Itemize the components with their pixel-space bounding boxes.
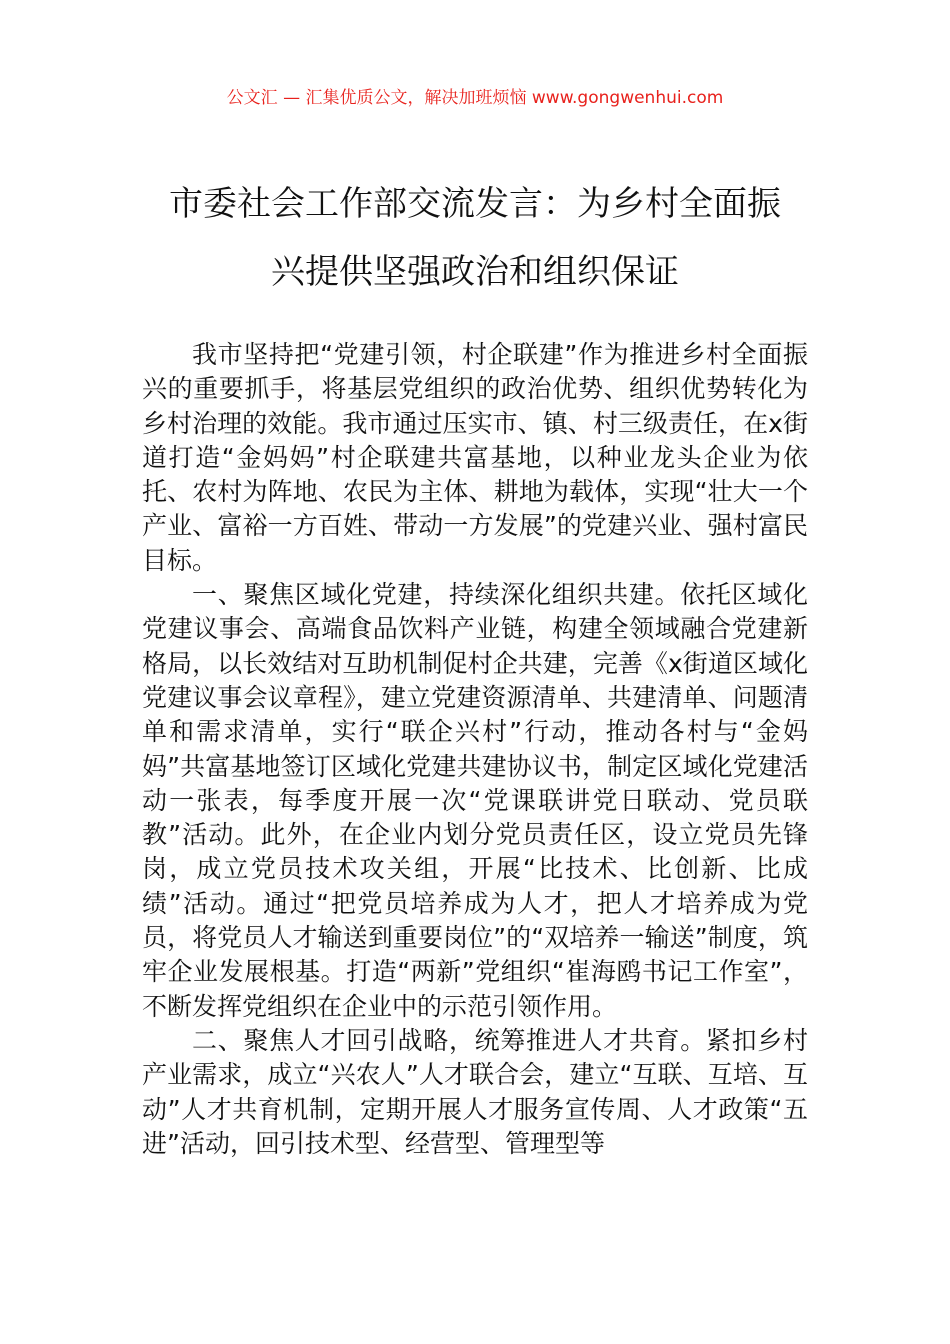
document-title [140, 170, 810, 306]
title-line-1: 市委社会工作部交流发言：为乡村全面振 [169, 184, 781, 224]
paragraph-section-1: 一、聚焦区域化党建，持续深化组织共建。依托区域化党建议事会、高端食品饮料产业链，构建全领域融合党建新格局，以长效结对互助机制促村企共建，完善《x街道区域化党建议事会议章程》，建立党建资源清单、共建清单、问题清单和需求清单，实行“联企兴村”行动，推动各村与“金妈妈”共富基地签订区域化党建共建协议书，制定区域化党建活动一张表，每季度开展一次“党课联讲党日联动、党员联教”活动。此外，在企业内划分党员责任区，设立党员先锋岗，成立党员技术攻关组，开展“比技术、比创新、比成绩”活动。通过“把党员培养成为人才，把人才培养成为党员，将党员人才输送到重要岗位”的“双培养一输送”制度，筑牢企业发展根基。打造“两新”党组织“崔海鸥书记工作室”，不断发挥党组织在企业中的示范引领作用。 [142, 580, 808, 1021]
title-line-2: 兴提供坚强政治和组织保证 [271, 252, 679, 292]
paragraph-intro: 我市坚持把“党建引领，村企联建”作为推进乡村全面振兴的重要抓手，将基层党组织的政治优势、组织优势转化为乡村治理的效能。我市通过压实市、镇、村三级责任，在x街道打造“金妈妈”村企联建共富基地，以种业龙头企业为依托、农村为阵地、农民为主体、耕地为载体，实现“壮大一个产业、富裕一方百姓、带动一方发展”的党建兴业、强村富民目标。 [142, 340, 808, 575]
paragraph-section-2: 二、聚焦人才回引战略，统筹推进人才共育。紧扣乡村产业需求，成立“兴农人”人才联合会，建立“互联、互培、互动”人才共育机制，定期开展人才服务宣传周、人才政策“五进”活动，回引技术型、经营型、管理型等 [142, 1025, 808, 1158]
document-body [142, 338, 808, 1161]
site-banner[interactable]: 公文汇 — 汇集优质公文，解决加班烦恼 www.gongwenhui.com [226, 88, 724, 108]
